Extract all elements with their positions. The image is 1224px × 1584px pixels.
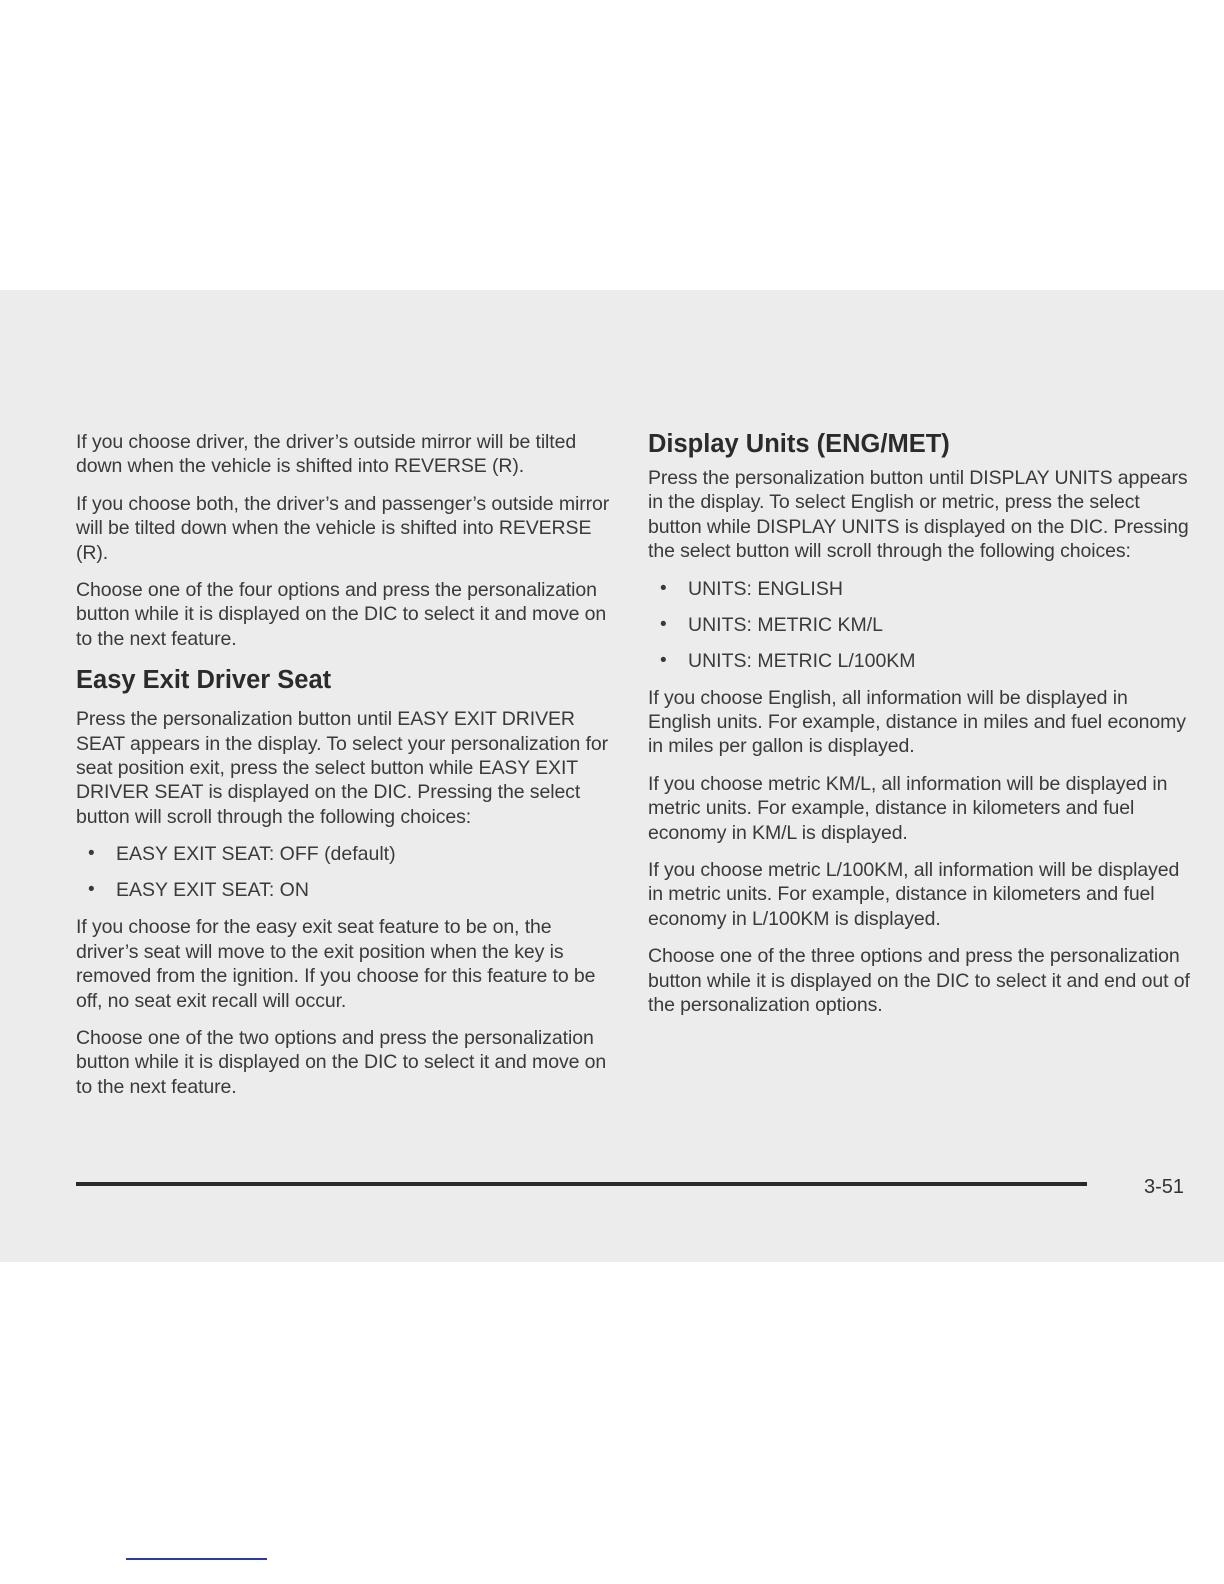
mirror-driver-paragraph: If you choose driver, the driver’s outside mirror will be tilted down when the vehicle is shifted into REVERSE (R). xyxy=(76,431,577,478)
bullet-icon: • xyxy=(660,577,667,599)
list-item-text: EASY EXIT SEAT: OFF (default) xyxy=(116,843,396,866)
bullet-icon: • xyxy=(88,843,95,865)
right-column xyxy=(648,428,1193,1031)
bullet-icon: • xyxy=(660,613,667,635)
easy-exit-heading: Easy Exit Driver Seat xyxy=(76,666,332,695)
list-item xyxy=(76,878,616,902)
display-units-choices-list xyxy=(648,577,1193,673)
mirror-both-paragraph: If you choose both, the driver’s and passenger’s outside mirror will be tilted down when the vehicle is shifted into REVERSE (R). xyxy=(76,492,610,564)
units-l100km-paragraph: If you choose metric L/100KM, all information will be displayed in metric units. For example, distance in kilometers and fuel economy in L/100KM is displayed. xyxy=(648,859,1180,930)
easy-exit-intro-paragraph: Press the personalization button until EASY EXIT DRIVER SEAT appears in the display. To select your personalization for seat position exit, press the select button while EASY EXIT DRIVER SEAT is displayed on the DIC. Pressing the select button will scroll through the following choices: xyxy=(76,708,609,828)
list-item-text: UNITS: METRIC L/100KM xyxy=(688,649,916,672)
easy-exit-on-off-paragraph: If you choose for the easy exit seat feature to be on, the driver’s seat will move to the exit position when the key is removed from the ignition. If you choose for this feature to be off, no seat exit recall will occur. xyxy=(76,916,596,1012)
list-item-text: UNITS: ENGLISH xyxy=(688,577,843,600)
easy-exit-choose-paragraph: Choose one of the two options and press the personalization button while it is displayed on the DIC to select it and move on to the next feature. xyxy=(76,1026,607,1098)
easy-exit-choices-list xyxy=(76,842,616,902)
bullet-icon: • xyxy=(660,649,667,671)
list-item xyxy=(648,613,1193,637)
bottom-link-underline[interactable] xyxy=(126,1558,267,1560)
mirror-choose-paragraph: Choose one of the four options and press the personalization button while it is displayed on the DIC to select it and move on to the next feature. xyxy=(76,579,607,650)
footer-rule xyxy=(76,1182,1087,1186)
bullet-icon: • xyxy=(88,879,95,901)
display-units-heading: Display Units (ENG/MET) xyxy=(648,430,950,458)
list-item-text: UNITS: METRIC KM/L xyxy=(688,613,884,636)
list-item-text: EASY EXIT SEAT: ON xyxy=(116,879,309,902)
list-item xyxy=(648,577,1193,601)
list-item xyxy=(76,842,616,866)
display-units-intro-paragraph: Press the personalization button until DISPLAY UNITS appears in the display. To select English or metric, press the select button while DISPLAY UNITS is displayed on the DIC. Pressing the select button will scroll through the following choices: xyxy=(648,467,1189,563)
left-column xyxy=(76,430,616,1112)
page-number: 3-51 xyxy=(1144,1176,1185,1198)
units-choose-paragraph: Choose one of the three options and press the personalization button while it is displayed on the DIC to select it and end out of the personalization options. xyxy=(648,945,1190,1017)
units-english-paragraph: If you choose English, all information will be displayed in English units. For example, distance in miles and fuel economy in miles per gallon is displayed. xyxy=(648,686,1186,758)
list-item xyxy=(648,649,1193,673)
units-kml-paragraph: If you choose metric KM/L, all information will be displayed in metric units. For example, distance in kilometers and fuel economy in KM/L is displayed. xyxy=(648,772,1168,844)
